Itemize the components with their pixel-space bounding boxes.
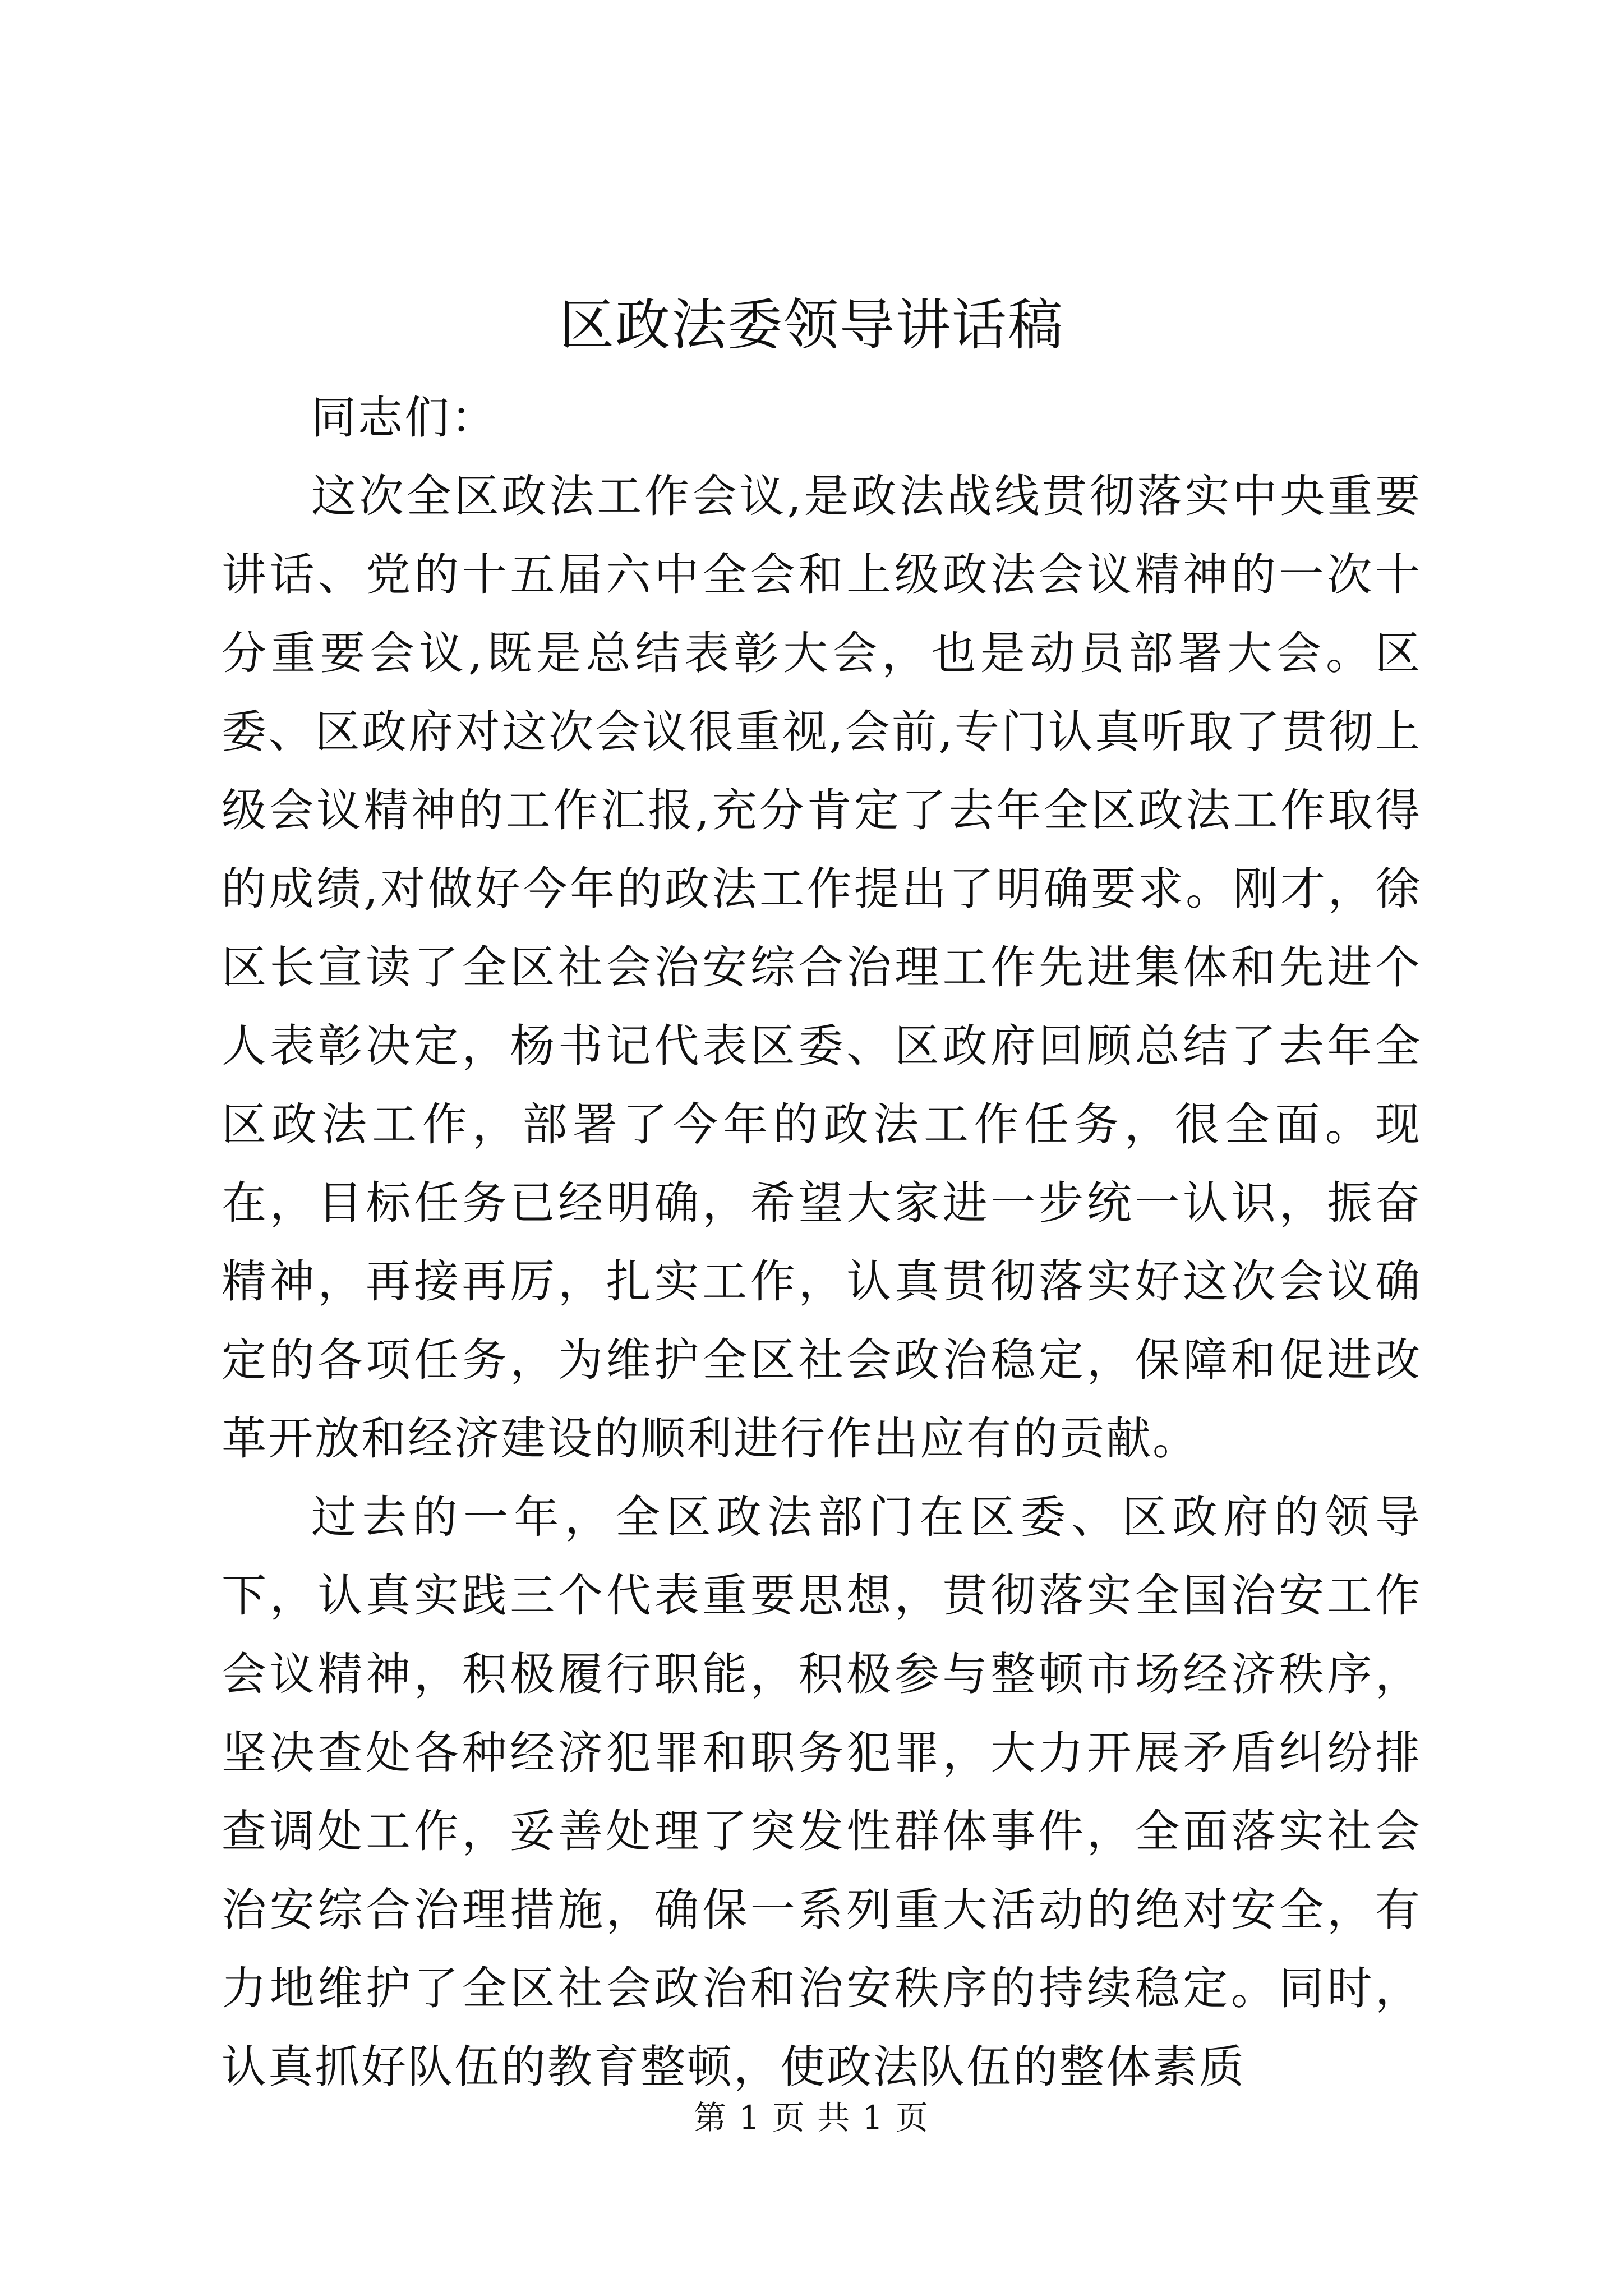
paragraph-2: 过去的一年，全区政法部门在区委、区政府的领导下，认真实践三个代表重要思想，贯彻落实全国治安工作会议精神，积极履行职能，积极参与整顿市场经济秩序，坚决查处各种经济犯罪和职务犯罪，大力开展矛盾纠纷排查调处工作，妥善处理了突发性群体事件，全面落实社会治安综合治理措施，确保一系列重大活动的绝对安全，有力地维护了全区社会政治和治安秩序的持续稳定。同时，认真抓好队伍的教育整顿，使政法队伍的整体素质 bbox=[222, 1491, 1422, 2093]
document-body bbox=[222, 379, 1422, 2106]
greeting-line: 同志们： bbox=[311, 392, 497, 444]
page-footer: 第 1 页 共 1 页 bbox=[694, 2099, 929, 2137]
document-title: 区政法委领导讲话稿 bbox=[559, 293, 1064, 357]
paragraph-1: 这次全区政法工作会议,是政法战线贯彻落实中央重要讲话、党的十五届六中全会和上级政法会议精神的一次十分重要会议,既是总结表彰大会，也是动员部署大会。区委、区政府对这次会议很重视,会前,专门认真听取了贯彻上级会议精神的工作汇报,充分肯定了去年全区政法工作取得的成绩,对做好今年的政法工作提出了明确要求。刚才，徐区长宣读了全区社会治安综合治理工作先进集体和先进个人表彰决定，杨书记代表区委、区政府回顾总结了去年全区政法工作，部署了今年的政法工作任务，很全面。现在，目标任务已经明确，希望大家进一步统一认识，振奋精神，再接再厉，扎实工作，认真贯彻落实好这次会议确定的各项任务，为维护全区社会政治稳定，保障和促进改革开放和经济建设的顺利进行作出应有的贡献。 bbox=[222, 470, 1422, 1465]
